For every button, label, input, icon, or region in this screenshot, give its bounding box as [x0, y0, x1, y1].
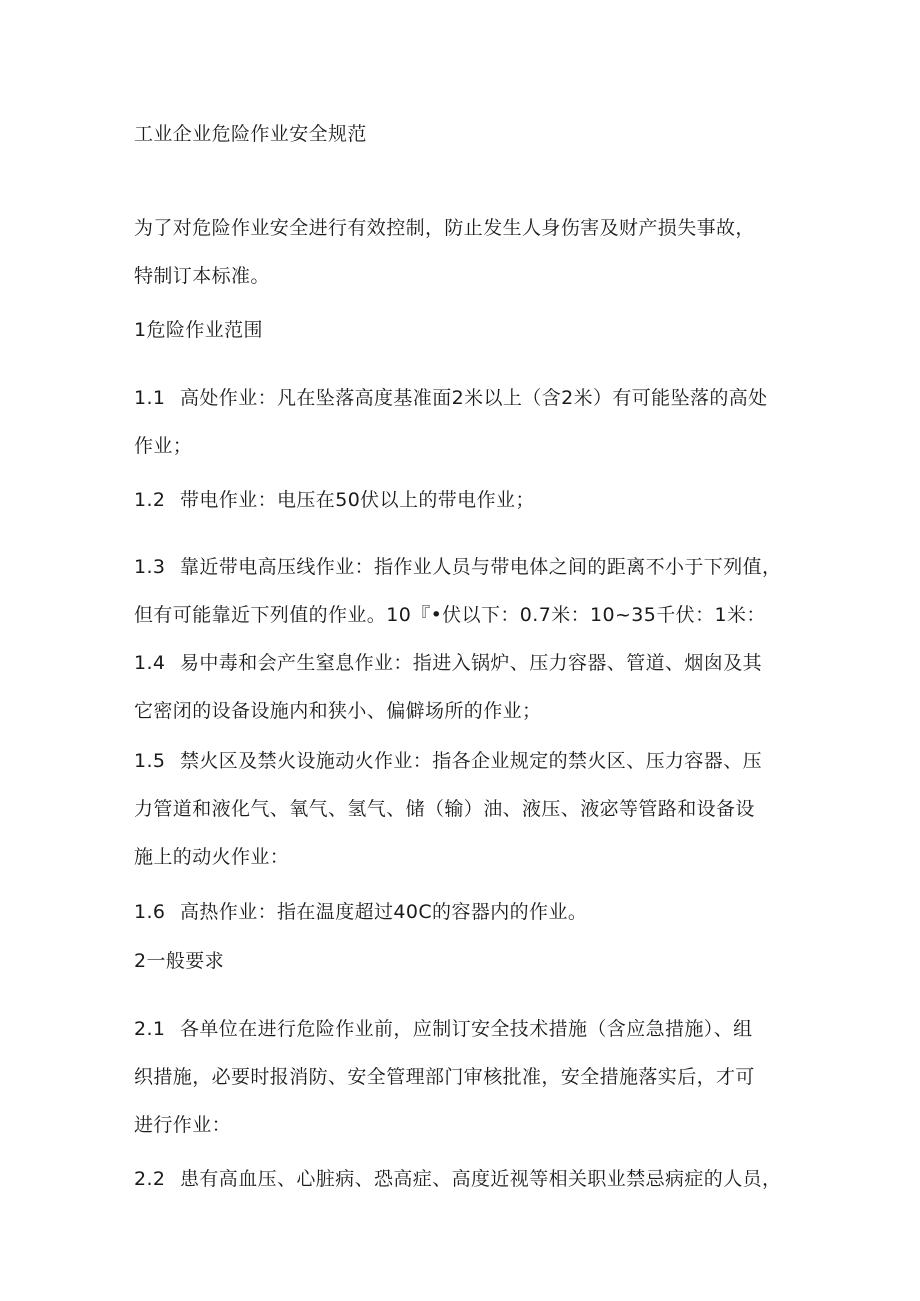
clause-1-5-continued-1: 力管道和液化气、氧气、氢气、储（输）油、液压、液宓等管路和设备设 [134, 798, 755, 820]
intro-line-1: 为了对危险作业安全进行有效控制，防止发生人身伤害及财产损失事故， [134, 217, 755, 239]
clause-number: 1.6 [134, 901, 166, 923]
clause-text: 易中毒和会产生窒息作业：指进入锅炉、压力容器、管道、烟囱及其 [180, 652, 763, 674]
clause-text: 高热作业：指在温度超过40C的容器内的作业。 [180, 901, 588, 923]
clause-1-6 [134, 900, 794, 924]
clause-number: 1.4 [134, 652, 166, 674]
clause-number: 2.1 [134, 1018, 166, 1040]
clause-number: 2.2 [134, 1168, 166, 1190]
clause-text: 患有高血压、心脏病、恐高症、高度近视等相关职业禁忌病症的人员， [180, 1168, 782, 1190]
clause-number: 1.1 [134, 387, 166, 409]
clause-1-1-continued: 作业； [134, 435, 193, 457]
clause-1-4-continued: 它密闭的设备设施内和狭小、偏僻场所的作业； [134, 700, 542, 722]
clause-1-5-continued-2: 施上的动火作业： [134, 846, 290, 868]
clause-text: 带电作业：电压在50伏以上的带电作业； [180, 489, 535, 511]
clause-1-1 [134, 386, 794, 410]
clause-2-1-continued-1: 织措施，必要时报消防、安全管理部门审核批准，安全措施落实后，才可 [134, 1066, 755, 1088]
clause-text: 靠近带电高压线作业：指作业人员与带电体之间的距离不小于下列值， [180, 556, 782, 578]
section-1-heading: 1危险作业范围 [134, 319, 263, 341]
clause-number: 1.2 [134, 489, 166, 511]
clause-2-1-continued-2: 进行作业： [134, 1114, 232, 1136]
clause-2-1 [134, 1017, 794, 1041]
clause-2-2 [134, 1167, 794, 1191]
clause-1-5 [134, 749, 794, 773]
clause-number: 1.5 [134, 750, 166, 772]
clause-1-4 [134, 651, 794, 675]
clause-text: 高处作业：凡在坠落高度基准面2米以上（含2米）有可能坠落的高处 [180, 387, 768, 409]
clause-1-3 [134, 555, 794, 579]
intro-line-2: 特制订本标准。 [134, 265, 270, 287]
section-2-heading: 2一般要求 [134, 950, 225, 972]
clause-text: 禁火区及禁火设施动火作业：指各企业规定的禁火区、压力容器、压 [180, 750, 763, 772]
document-title: 工业企业危险作业安全规范 [134, 123, 367, 145]
clause-text: 各单位在进行危险作业前，应制订安全技术措施（含应急措施）、组 [180, 1018, 753, 1040]
clause-number: 1.3 [134, 556, 166, 578]
clause-1-3-continued: 但有可能靠近下列值的作业。10『•伏以下：0.7米：10~35千伏：1米： [134, 604, 766, 626]
clause-1-2 [134, 488, 794, 512]
